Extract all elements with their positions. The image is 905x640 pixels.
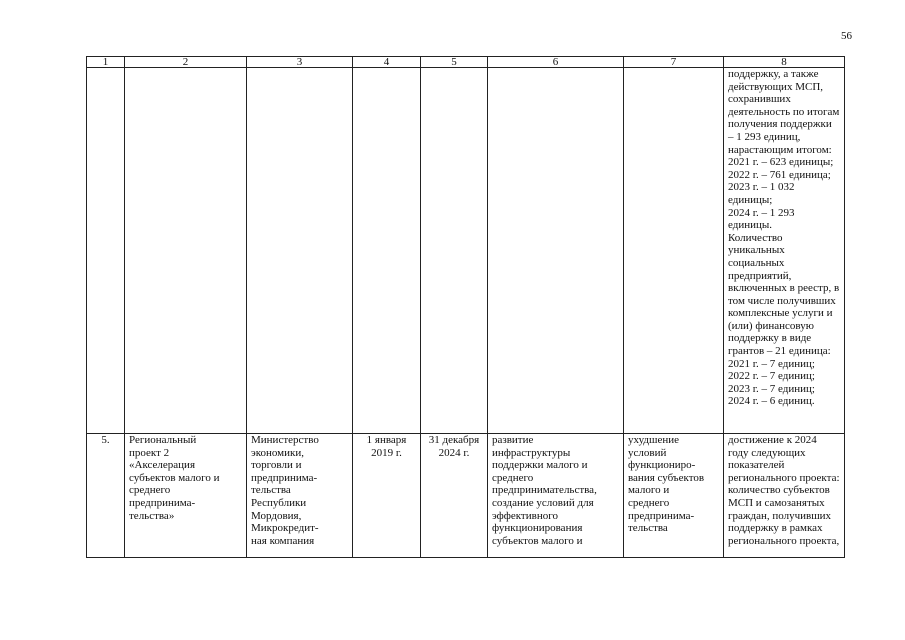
column-number: 8 (724, 57, 845, 68)
project-name-cell (125, 434, 247, 558)
text-line: 2021 г. – 623 единицы; (728, 156, 834, 169)
text-line: тельства» (129, 509, 175, 522)
text-line: единицы; (728, 193, 773, 206)
text-line: проект 2 (129, 446, 170, 459)
text-line: Количество (728, 231, 783, 244)
text-line: регионального проекта: (728, 471, 840, 484)
text-line: (или) финансовую (728, 319, 814, 332)
text-line: действующих МСП, (728, 80, 824, 93)
table-cell (488, 68, 624, 434)
table-row-5 (87, 434, 845, 558)
text-line: малого и (628, 484, 670, 497)
text-line: функционирования (492, 522, 583, 535)
text-line: ная компания (251, 534, 315, 547)
text-line: экономики, (251, 446, 305, 459)
table-cell (247, 68, 353, 434)
text-line: торговли и (251, 459, 302, 472)
text-line: создание условий для (492, 496, 594, 509)
table-cell (125, 68, 247, 434)
end-date-cell (421, 434, 488, 558)
text-line: 2023 г. – 7 единиц; (728, 382, 815, 395)
text-line: регионального проекта, (728, 534, 840, 547)
text-line: 1 января (366, 434, 407, 446)
text-line: показателей (728, 459, 785, 472)
text-line: субъектов малого и (129, 471, 220, 484)
text-line: поддержку, а также (728, 68, 819, 80)
row-number-cell: 5. (87, 434, 125, 558)
page-number: 56 (841, 30, 852, 42)
column-number: 4 (353, 57, 421, 68)
text-line: поддержку в виде (728, 332, 812, 345)
text-line: среднего (129, 484, 171, 497)
column-number-row (87, 57, 845, 68)
table-cell (624, 68, 724, 434)
text-line: уникальных (728, 244, 785, 257)
expected-result-cell (488, 434, 624, 558)
text-line: социальных (728, 256, 785, 269)
text-line: предпринима- (251, 471, 318, 484)
text-line: Республики (251, 496, 307, 509)
text-line: предпринима- (628, 509, 695, 522)
text-line: Министерство (251, 434, 319, 446)
text-line: развитие (492, 434, 534, 446)
text-line: включенных в реестр, в (728, 282, 840, 295)
text-line: инфраструктуры (492, 446, 571, 459)
text-line: эффективного (492, 509, 558, 522)
text-line: 2024 г. (438, 446, 470, 459)
column-number: 1 (87, 57, 125, 68)
text-line: сохранивших (728, 93, 791, 106)
continuation-row (87, 68, 845, 434)
column-number: 5 (421, 57, 488, 68)
text-line: 2022 г. – 7 единиц; (728, 370, 815, 383)
text-line: 2021 г. – 7 единиц; (728, 357, 815, 370)
text-line: 2019 г. (371, 446, 402, 459)
indicators-cell (724, 434, 845, 558)
text-line: среднего (492, 471, 534, 484)
text-line: субъектов малого и (492, 534, 583, 547)
responsible-executor-cell (247, 434, 353, 558)
text-line: нарастающим итогом: (728, 143, 832, 156)
text-line: деятельность по итогам (728, 105, 840, 118)
text-line: тельства (251, 484, 291, 497)
text-line: условий (628, 446, 667, 459)
text-line: 2022 г. – 761 единица; (728, 168, 831, 181)
table-cell (87, 68, 125, 434)
column-number: 3 (247, 57, 353, 68)
text-line: поддержки малого и (492, 459, 588, 472)
consequences-cell (624, 434, 724, 558)
column-number: 6 (488, 57, 624, 68)
indicators-continuation-cell (724, 68, 845, 434)
text-line: предприятий, (728, 269, 792, 282)
column-number: 7 (624, 57, 724, 68)
text-line: получения поддержки (728, 118, 832, 131)
text-line: году следующих (728, 446, 806, 459)
text-line: комплексные услуги и (728, 307, 833, 320)
text-line: вания субъектов (628, 471, 705, 484)
text-line: тельства (628, 522, 668, 535)
table-cell (353, 68, 421, 434)
text-line: МСП и самозанятых (728, 496, 825, 509)
start-date-cell (353, 434, 421, 558)
text-line: 31 декабря (428, 434, 480, 446)
column-number: 2 (125, 57, 247, 68)
text-line: поддержку в рамках (728, 522, 823, 535)
text-line: «Акселерация (129, 459, 195, 472)
text-line: единицы. (728, 219, 773, 232)
text-line: Региональный (129, 434, 197, 446)
text-line: 2024 г. – 6 единиц. (728, 395, 815, 408)
text-line: том числе получивших (728, 294, 836, 307)
text-line: Мордовия, (251, 509, 302, 522)
text-line: ухудшение (628, 434, 679, 446)
text-line: функциониро- (628, 459, 696, 472)
text-line: предпринимательства, (492, 484, 597, 497)
text-line: количество субъектов (728, 484, 830, 497)
text-line: предпринима- (129, 496, 196, 509)
text-line: среднего (628, 496, 670, 509)
table-cell (421, 68, 488, 434)
text-line: – 1 293 единиц, (728, 130, 801, 143)
text-line: 2024 г. – 1 293 (728, 206, 795, 219)
text-line: Микрокредит- (251, 522, 319, 535)
program-table (86, 56, 845, 558)
text-line: граждан, получивших (728, 509, 832, 522)
text-line: 2023 г. – 1 032 (728, 181, 795, 194)
text-line: грантов – 21 единица: (728, 345, 831, 358)
text-line: достижение к 2024 (728, 434, 817, 446)
